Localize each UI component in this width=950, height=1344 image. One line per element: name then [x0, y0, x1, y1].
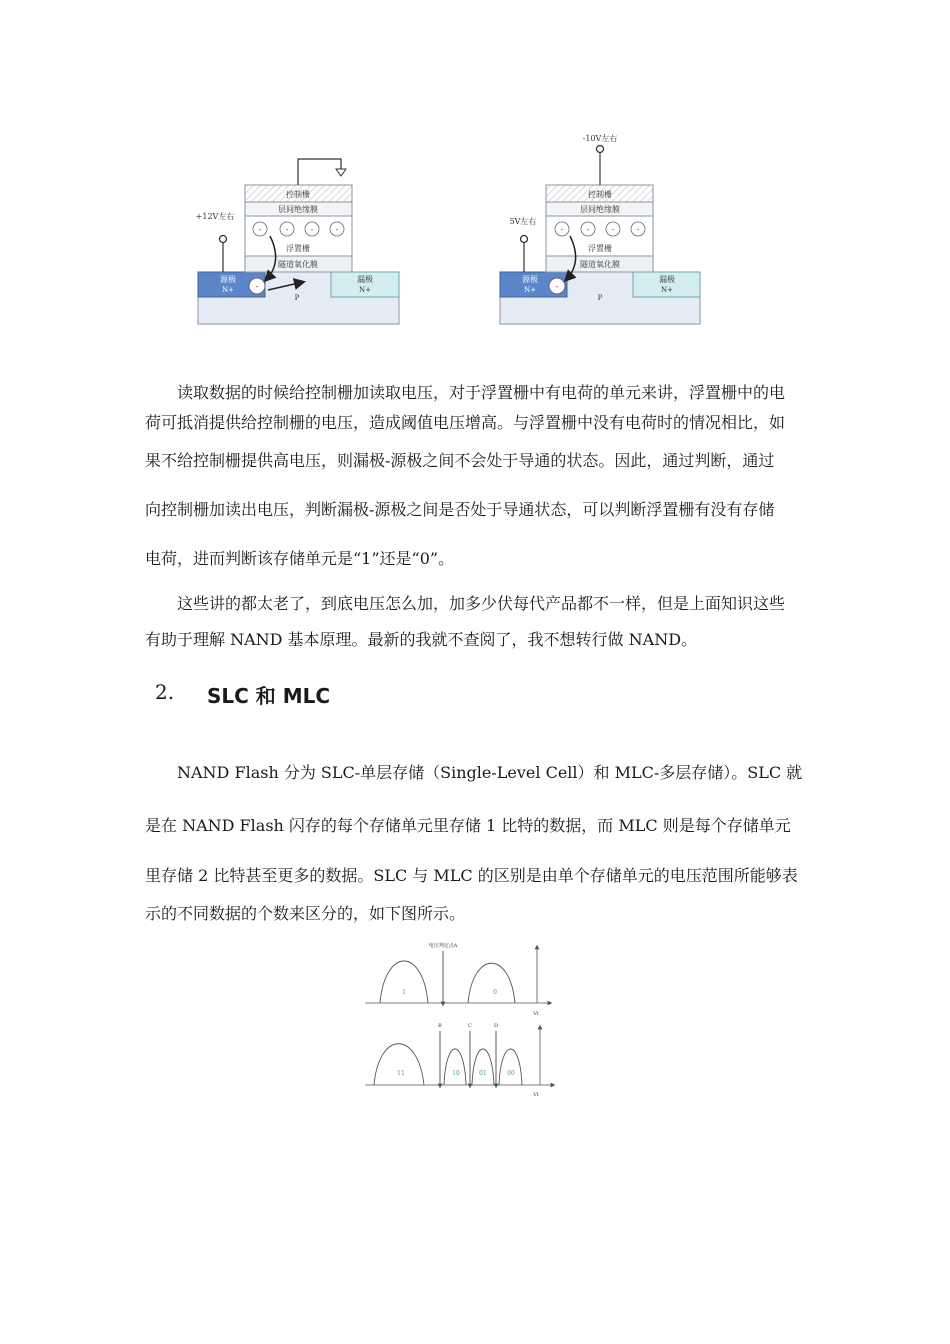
paragraph-line: NAND Flash 分为 SLC-单层存储（Single-Level Cell）和 MLC-多层存储）。SLC 就 — [177, 763, 803, 782]
svg-text:-: - — [285, 225, 289, 234]
left-ground-symbol — [336, 169, 346, 176]
right-drain-label: 漏极 — [659, 275, 675, 284]
svg-text:-: - — [586, 225, 590, 234]
slc-mlc-distribution-figure — [360, 935, 560, 1100]
svg-text:-: - — [255, 282, 259, 291]
paragraph-line: 荷可抵消提供给控制栅的电压，造成阈值电压增高。与浮置栅中没有电荷时的情况相比，如 — [145, 413, 786, 432]
mlc-state-11-label: 11 — [397, 1070, 405, 1077]
paragraph-line: 向控制栅加读出电压，判断漏极-源极之间是否处于导通状态，可以判断浮置栅有没有存储 — [145, 500, 775, 519]
right-gate-terminal — [597, 146, 604, 153]
slc-state-1-label: 1 — [402, 989, 406, 996]
slc-state-1-curve — [380, 961, 428, 1003]
right-source-terminal — [521, 236, 528, 243]
left-ground-wire — [298, 159, 341, 185]
paragraph-line: 果不给控制栅提供高电压，则漏极-源极之间不会处于导通的状态。因此，通过判断，通过 — [145, 451, 775, 470]
slc-state-0-curve — [468, 963, 515, 1003]
left-source-terminal — [220, 236, 227, 243]
right-top-voltage-label: -10V左右 — [582, 134, 618, 143]
slc-threshold-label: 电压判定点A — [428, 943, 458, 949]
paragraph-line: 示的不同数据的个数来区分的，如下图所示。 — [145, 904, 466, 923]
mlc-threshold-d-label: D — [493, 1023, 499, 1029]
svg-text:-: - — [310, 225, 314, 234]
svg-text:-: - — [560, 225, 564, 234]
right-voltage-label: 5V左右 — [509, 217, 537, 226]
svg-text:-: - — [611, 225, 615, 234]
left-floating-gate-label: 浮置栅 — [286, 244, 310, 253]
section-number: 2. — [155, 680, 175, 704]
mlc-state-01-curve — [472, 1049, 494, 1085]
right-floating-gate-label: 浮置栅 — [588, 244, 612, 253]
paragraph-line: 是在 NAND Flash 闪存的每个存储单元里存储 1 比特的数据，而 MLC 则是每个存储单元 — [145, 816, 791, 835]
right-cell-diagram — [500, 133, 700, 324]
mlc-state-00-curve — [499, 1049, 522, 1085]
left-substrate-label: P — [294, 294, 300, 302]
left-source-label: 源极 — [220, 275, 236, 284]
paragraph-line: 这些讲的都太老了，到底电压怎么加，加多少伏每代产品都不一样，但是上面知识这些 — [177, 594, 786, 613]
mlc-distribution — [365, 1023, 553, 1098]
paragraph-line: 里存储 2 比特甚至更多的数据。SLC 与 MLC 的区别是由单个存储单元的电压范围所能够表 — [145, 866, 798, 885]
mlc-threshold-b-label: B — [438, 1023, 442, 1029]
left-interlayer-label: 层间绝缘膜 — [278, 205, 318, 214]
right-source-label: 源极 — [522, 275, 538, 284]
slc-state-0-label: 0 — [493, 989, 497, 996]
section-heading — [155, 680, 331, 708]
left-source-type: N+ — [222, 286, 234, 294]
mlc-state-01-label: 01 — [479, 1070, 487, 1077]
paragraph-line: 电荷，进而判断该存储单元是“1”还是“0”。 — [145, 549, 455, 568]
mlc-state-10-label: 10 — [452, 1070, 460, 1077]
right-interlayer-label: 层间绝缘膜 — [580, 205, 620, 214]
floating-gate-cell-diagrams — [0, 0, 950, 345]
slc-axis-label: Vt — [533, 1011, 539, 1017]
paragraph-line: 读取数据的时候给控制栅加读取电压，对于浮置栅中有电荷的单元来讲，浮置栅中的电 — [177, 383, 786, 402]
left-tunnel-oxide-label: 隧道氧化膜 — [278, 260, 318, 269]
svg-text:-: - — [335, 225, 339, 234]
mlc-state-11-curve — [374, 1044, 424, 1085]
left-control-gate-label: 控制栅 — [286, 190, 310, 199]
right-substrate-label: P — [597, 294, 603, 302]
section-title: SLC 和 MLC — [207, 684, 331, 708]
svg-text:-: - — [555, 282, 559, 291]
right-tunnel-oxide-label: 隧道氧化膜 — [580, 260, 620, 269]
left-drain-label: 漏极 — [357, 275, 373, 284]
svg-text:-: - — [636, 225, 640, 234]
svg-text:-: - — [258, 225, 262, 234]
left-voltage-label: +12V左右 — [195, 212, 235, 221]
mlc-state-00-label: 00 — [507, 1070, 515, 1077]
left-cell-diagram — [196, 159, 399, 324]
right-drain-type: N+ — [661, 286, 673, 294]
mlc-threshold-c-label: C — [468, 1023, 472, 1029]
mlc-state-10-curve — [444, 1049, 466, 1085]
paragraph-line: 有助于理解 NAND 基本原理。最新的我就不查阅了，我不想转行做 NAND。 — [145, 630, 698, 649]
slc-distribution — [365, 942, 550, 1017]
right-control-gate-label: 控制栅 — [588, 190, 612, 199]
mlc-axis-label: Vt — [533, 1092, 539, 1098]
right-source-type: N+ — [524, 286, 536, 294]
left-drain-type: N+ — [359, 286, 371, 294]
